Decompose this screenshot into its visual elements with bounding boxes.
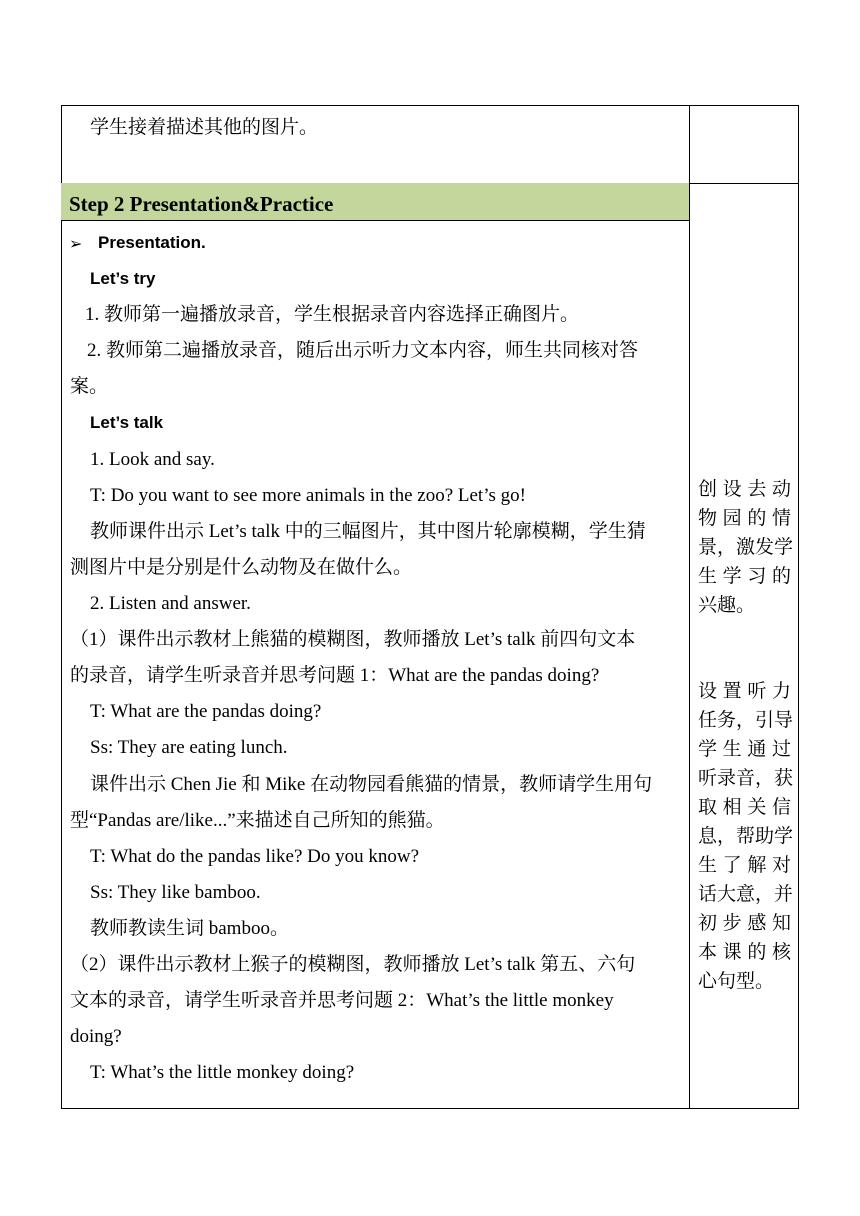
teacher-question-pandas: T: What are the pandas doing? <box>90 701 322 722</box>
note-2-line: 本课的核 <box>698 942 791 963</box>
note-2-line: 心句型。 <box>698 971 775 992</box>
teach-new-word: 教师教读生词 bamboo。 <box>90 918 289 939</box>
teacher-line-zoo: T: Do you want to see more animals in the zoo? Let’s go! <box>90 485 526 506</box>
note-1-line: 物园的情 <box>698 508 791 529</box>
paragraph-3-line2: 型“Pandas are/like...”来描述自己所知的熊猫。 <box>70 810 445 831</box>
table-right-border <box>798 105 799 1108</box>
teacher-question-like: T: What do the pandas like? Do you know? <box>90 846 420 867</box>
note-2-line: 设置听力 <box>698 681 791 702</box>
try-step-2-line2: 案。 <box>70 376 109 397</box>
note-1-line: 兴趣。 <box>698 595 756 616</box>
note-2-line: 听录音，获 <box>698 768 794 789</box>
design-note-2 <box>698 677 794 996</box>
note-1-line: 景，激发学 <box>698 537 794 558</box>
note-2-line: 话大意，并 <box>698 884 794 905</box>
table-bottom-border <box>61 1108 799 1109</box>
note-2-line: 学生通过 <box>698 739 791 760</box>
listen-and-answer: 2. Listen and answer. <box>90 593 251 614</box>
bullet-arrow-icon: ➢ <box>69 234 83 253</box>
design-note-1 <box>698 475 794 620</box>
prev-row-text: 学生接着描述其他的图片。 <box>90 117 319 138</box>
students-answer-bamboo: Ss: They like bamboo. <box>90 882 261 903</box>
try-step-2-line1: 2. 教师第二遍播放录音，随后出示听力文本内容，师生共同核对答 <box>87 340 639 361</box>
note-2-line: 生了解对 <box>698 855 791 876</box>
column-divider <box>689 105 690 1108</box>
paragraph-1-line1: 教师课件出示 Let’s talk 中的三幅图片，其中图片轮廓模糊，学生猜 <box>90 521 646 542</box>
paragraph-4-line2: 文本的录音，请学生听录音并思考问题 2：What’s the little monkey <box>70 990 614 1011</box>
step-title: Step 2 Presentation&Practice <box>69 192 334 216</box>
paragraph-2-line1: （1）课件出示教材上熊猫的模糊图，教师播放 Let’s talk 前四句文本 <box>70 629 636 650</box>
paragraph-2-line2: 的录音，请学生听录音并思考问题 1：What are the pandas doing? <box>70 665 600 686</box>
lets-talk-heading: Let’s talk <box>90 413 164 432</box>
lets-try-heading: Let’s try <box>90 269 156 288</box>
paragraph-1-line2: 测图片中是分别是什么动物及在做什么。 <box>70 557 413 578</box>
paragraph-3-line1: 课件出示 Chen Jie 和 Mike 在动物园看熊猫的情景，教师请学生用句 <box>90 774 653 795</box>
note-2-line: 任务，引导 <box>698 710 794 731</box>
note-2-line: 取相关信 <box>698 797 791 818</box>
presentation-heading: Presentation. <box>98 233 206 252</box>
try-step-1: 1. 教师第一遍播放录音，学生根据录音内容选择正确图片。 <box>85 304 580 325</box>
note-1-line: 生学习的 <box>698 566 791 587</box>
note-2-line: 初步感知 <box>698 913 791 934</box>
table-left-border <box>61 105 62 1108</box>
teacher-question-monkey: T: What’s the little monkey doing? <box>90 1062 355 1083</box>
note-1-line: 创设去动 <box>698 479 791 500</box>
step-header-divider <box>61 220 689 221</box>
note-2-line: 息，帮助学 <box>698 826 794 847</box>
paragraph-4-line3: doing? <box>70 1026 122 1047</box>
students-answer-lunch: Ss: They are eating lunch. <box>90 737 288 758</box>
paragraph-4-line1: （2）课件出示教材上猴子的模糊图，教师播放 Let’s talk 第五、六句 <box>70 954 636 975</box>
look-and-say: 1. Look and say. <box>90 449 215 470</box>
